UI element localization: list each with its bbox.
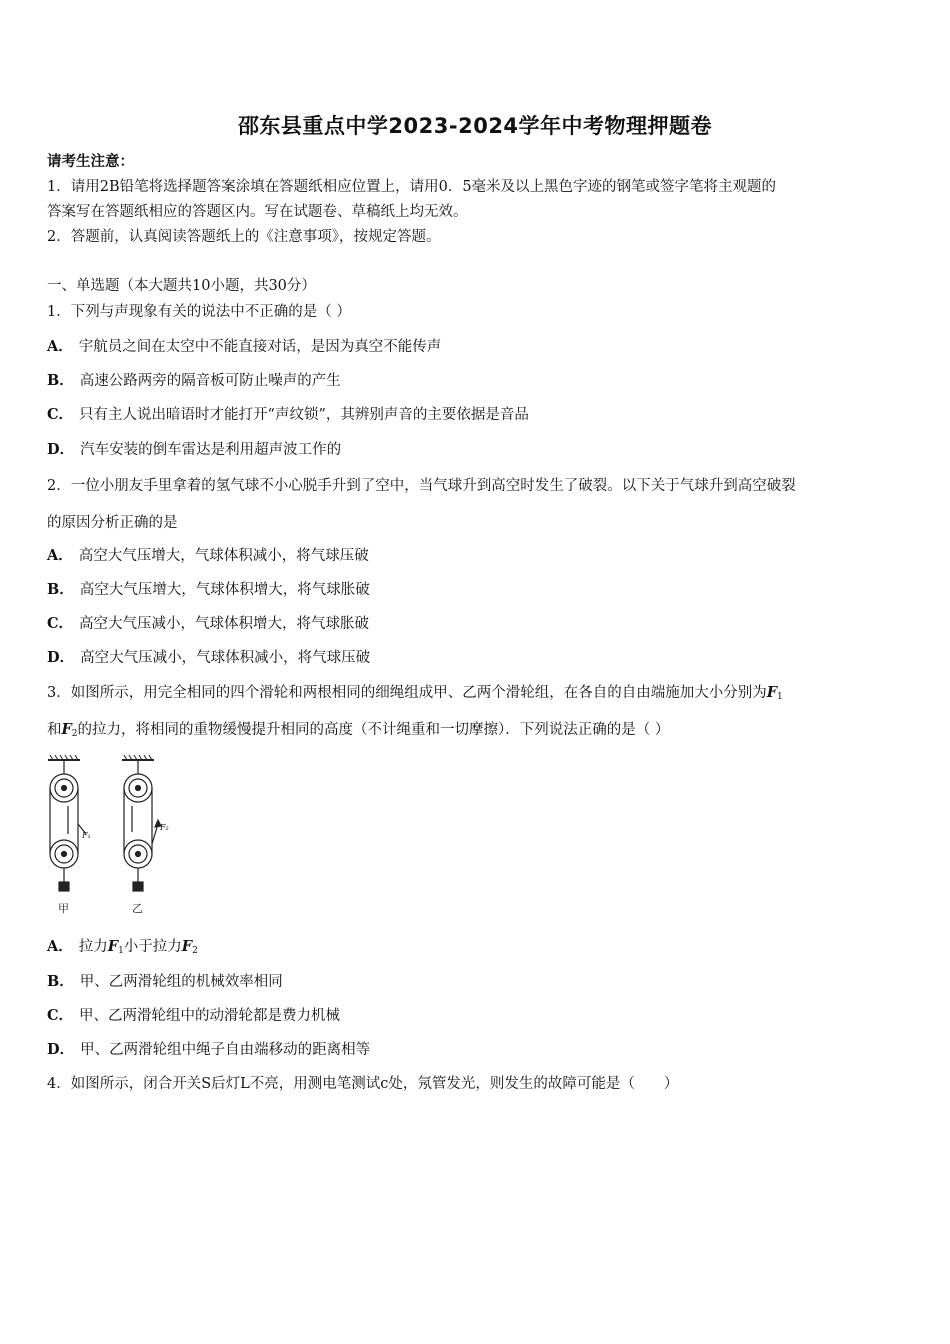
notice-item-2: 2．答题前，认真阅读答题纸上的《注意事项》，按规定答题。 xyxy=(47,229,441,245)
option-label: B． xyxy=(47,372,74,389)
question-2-stem-line-2: 的原因分析正确的是 xyxy=(47,515,178,531)
force-symbol: F xyxy=(766,684,778,701)
pulley-diagram xyxy=(42,754,182,924)
option-text: 高速公路两旁的隔音板可防止噪声的产生 xyxy=(79,373,341,389)
page-title: 邵东县重点中学2023-2024学年中考物理押题卷 xyxy=(237,114,713,138)
question-2-option-d xyxy=(47,648,370,668)
option-label: D． xyxy=(47,1041,75,1058)
pulley-system-left xyxy=(48,755,86,891)
option-label: A． xyxy=(47,547,73,564)
force-subscript: 1 xyxy=(777,692,783,702)
f1-label: F₁ xyxy=(82,831,91,840)
option-text: 高空大气压增大，气球体积增大，将气球胀破 xyxy=(79,582,370,598)
section-heading: 一、单选题（本大题共10小题，共30分） xyxy=(47,278,316,294)
option-label: B． xyxy=(47,581,74,598)
stem-text: 3．如图所示，用完全相同的四个滑轮和两根相同的细绳组成甲、乙两个滑轮组，在各自的自由端施加大小分别为 xyxy=(47,685,767,701)
question-1-option-d xyxy=(47,440,341,460)
option-text: 宇航员之间在太空中不能直接对话，是因为真空不能传声 xyxy=(78,339,442,355)
option-label: A． xyxy=(47,938,73,955)
notice-item-1-line-1: 1．请用2B铅笔将选择题答案涂填在答题纸相应位置上，请用0．5毫米及以上黑色字迹的钢笔或签字笔将主观题的 xyxy=(47,179,777,195)
option-text: 高空大气压减小，气球体积减小，将气球压破 xyxy=(80,650,371,666)
option-text: 小于拉力 xyxy=(123,939,182,955)
option-label: C． xyxy=(47,615,74,632)
notice-heading: 请考生注意： xyxy=(47,153,134,170)
question-3-option-b xyxy=(47,972,283,992)
option-text: 甲、乙两滑轮组中的动滑轮都是费力机械 xyxy=(79,1008,341,1024)
question-2-option-c xyxy=(47,614,369,634)
option-label: D． xyxy=(47,649,75,666)
option-text: 高空大气压减小，气球体积增大，将气球胀破 xyxy=(79,616,370,632)
force-symbol: F xyxy=(61,721,72,738)
force-subscript: 1 xyxy=(118,946,124,956)
option-label: C． xyxy=(47,406,74,423)
force-symbol: F xyxy=(107,938,119,955)
question-3-option-d xyxy=(47,1040,370,1060)
question-3-option-c xyxy=(47,1006,340,1026)
question-3-stem-line-1 xyxy=(47,683,783,707)
question-3-option-a xyxy=(47,937,198,961)
question-1-option-c xyxy=(47,405,529,425)
option-text: 甲、乙两滑轮组中绳子自由端移动的距离相等 xyxy=(80,1042,371,1058)
stem-text: 的拉力，将相同的重物缓慢提升相同的高度（不计绳重和一切摩擦）．下列说法正确的是（ ） xyxy=(77,722,670,738)
question-2-option-b xyxy=(47,580,370,600)
figure-label-right: 乙 xyxy=(132,902,143,915)
force-subscript: 2 xyxy=(71,729,78,739)
force-symbol: F xyxy=(181,938,193,955)
question-1-option-a xyxy=(47,337,441,357)
option-label: D． xyxy=(47,441,75,458)
force-subscript: 2 xyxy=(192,946,198,956)
option-label: B． xyxy=(47,973,74,990)
pulley-system-right xyxy=(122,755,161,891)
option-text: 高空大气压增大，气球体积减小，将气球压破 xyxy=(78,548,369,564)
question-3-stem-line-2 xyxy=(47,720,669,744)
question-1-option-b xyxy=(47,371,341,391)
question-1-stem: 1．下列与声现象有关的说法中不正确的是（ ） xyxy=(47,304,351,320)
option-label: A． xyxy=(47,338,73,355)
option-label: C． xyxy=(47,1007,74,1024)
option-text: 拉力 xyxy=(78,939,108,955)
question-4-stem: 4．如图所示，闭合开关S后灯L不亮，用测电笔测试c处，氖管发光，则发生的故障可能是（ ） xyxy=(47,1076,679,1092)
stem-text: 和 xyxy=(47,722,62,738)
question-2-stem-line-1: 2．一位小朋友手里拿着的氢气球不小心脱手升到了空中，当气球升到高空时发生了破裂。以下关于气球升到高空破裂 xyxy=(47,478,796,494)
option-text: 汽车安装的倒车雷达是利用超声波工作的 xyxy=(80,442,342,458)
f2-label: F₂ xyxy=(160,823,169,832)
question-2-option-a xyxy=(47,546,369,566)
notice-item-1-line-2: 答案写在答题纸相应的答题区内。写在试题卷、草稿纸上均无效。 xyxy=(47,204,468,220)
option-text: 只有主人说出暗语时才能打开“声纹锁”，其辨别声音的主要依据是音品 xyxy=(79,407,529,423)
option-text: 甲、乙两滑轮组的机械效率相同 xyxy=(79,974,283,990)
figure-label-left: 甲 xyxy=(58,902,69,915)
